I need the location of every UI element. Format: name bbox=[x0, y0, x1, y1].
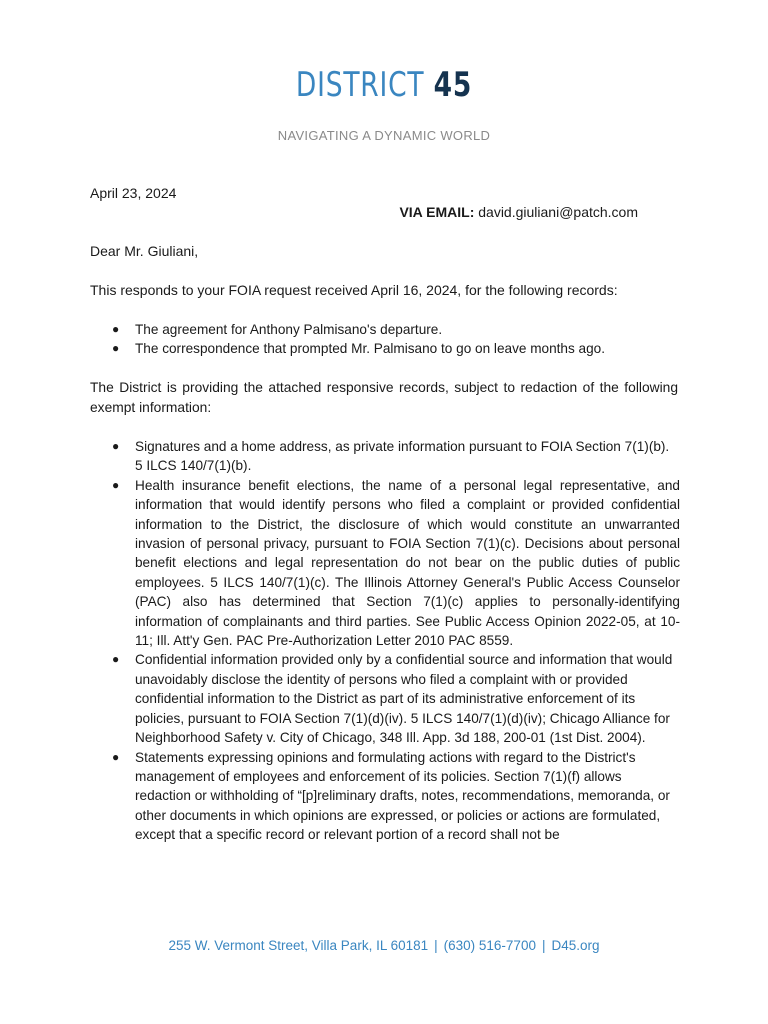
bullet-icon: ● bbox=[112, 322, 120, 336]
footer-separator: | bbox=[541, 938, 546, 953]
via-email-line bbox=[399, 204, 638, 220]
footer-address: 255 W. Vermont Street, Villa Park, IL 60181 bbox=[168, 938, 429, 953]
list-item-text: The correspondence that prompted Mr. Palmisano to go on leave months ago. bbox=[135, 341, 606, 357]
list-item bbox=[90, 476, 680, 651]
requested-records-list bbox=[90, 320, 680, 359]
logo-word-number: 45 bbox=[433, 65, 473, 105]
district-logo bbox=[84, 62, 683, 108]
footer-website[interactable]: D45.org bbox=[551, 938, 600, 953]
list-item-text: Health insurance benefit elections, the name of a personal legal representative, and information that would identify persons who filed a complaint or provided confidential information to the District, the disclosure of which would constitute an unwarranted invasion of personal privacy, pursuant to FOIA Section 7(1)(c). Decisions about personal benefit elections and legal representation do not bear on the public duties of public employees. 5 ILCS 140/7(1)(c). The Illinois Attorney General's Public Access Counselor (PAC) also has determined that Section 7(1)(c) applies to personally-identifying information of complainants and third parties. See Public Access Opinion 2022-05, at 10-11; Ill. Att'y Gen. PAC Pre-Authorization Letter 2010 PAC 8559. bbox=[135, 477, 680, 649]
list-item-text: Signatures and a home address, as private information pursuant to FOIA Section 7(1)(b). 5 ILCS 140/7(1)(b). bbox=[135, 439, 670, 474]
via-email-address: david.giuliani@patch.com bbox=[478, 204, 638, 220]
list-item bbox=[90, 320, 680, 339]
list-item bbox=[90, 650, 680, 747]
bullet-icon: ● bbox=[112, 749, 120, 764]
list-item-text: Confidential information provided only by a confidential source and information that would unavoidably disclose the identity of persons who filed a complaint with or provided confidential information to the District as part of its administrative enforcement of its policies, pursuant to FOIA Section 7(1)(d)(iv). 5 ILCS 140/7(1)(d)(iv); Chicago Alliance for Neighborhood Safety v. City of Chicago, 348 Ill. App. 3d 188, 200-01 (1st Dist. 2004). bbox=[135, 652, 673, 746]
bullet-icon: ● bbox=[112, 652, 120, 667]
list-item bbox=[90, 437, 680, 476]
footer-phone: (630) 516-7700 bbox=[443, 938, 536, 953]
list-item-text: Statements expressing opinions and formulating actions with regard to the District's management of employees and enforcement of its policies. Section 7(1)(f) allows redaction or withholding of “[p]reliminary drafts, notes, recommendations, memoranda, or other documents in which opinions are expressed, or policies or actions are formulated, except that a specific record or relevant portion of a record shall not be bbox=[135, 749, 670, 843]
via-email-label: VIA EMAIL: bbox=[399, 204, 475, 220]
tagline: NAVIGATING A DYNAMIC WORLD bbox=[277, 128, 491, 143]
salutation: Dear Mr. Giuliani, bbox=[90, 243, 199, 259]
letter-date: April 23, 2024 bbox=[90, 185, 177, 201]
bullet-icon: ● bbox=[112, 341, 120, 356]
exemptions-list bbox=[90, 437, 680, 845]
list-item-text: The agreement for Anthony Palmisano's departure. bbox=[135, 322, 443, 337]
list-item bbox=[90, 339, 680, 358]
redaction-paragraph: The District is providing the attached responsive records, subject to redaction of the following exempt information: bbox=[90, 380, 678, 415]
logo-word-district: DISTRICT bbox=[295, 65, 425, 105]
bullet-icon: ● bbox=[112, 477, 120, 492]
list-item bbox=[90, 748, 680, 845]
footer-separator: | bbox=[434, 938, 438, 953]
bullet-icon: ● bbox=[112, 439, 120, 453]
intro-paragraph: This responds to your FOIA request received April 16, 2024, for the following records: bbox=[90, 282, 618, 298]
footer-contact bbox=[0, 938, 768, 953]
